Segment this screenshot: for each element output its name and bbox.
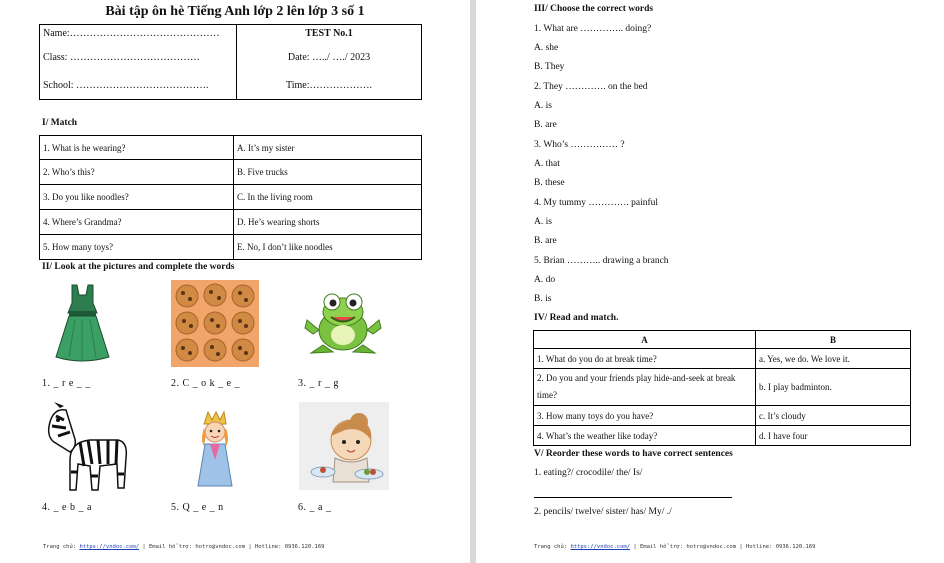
choose-line: 2. They …………. on the bed xyxy=(534,82,648,92)
read-question: 3. How many toys do you have? xyxy=(534,406,756,426)
table-row xyxy=(40,210,422,235)
choose-line: A. do xyxy=(534,275,556,285)
word-item: 1. _ r e _ _ xyxy=(42,378,91,389)
match-answer: E. No, I don’t like noodles xyxy=(234,235,422,260)
choose-line: B. is xyxy=(534,294,552,304)
footer-link[interactable]: https://vndoc.com/ xyxy=(570,544,631,550)
match-question: 5. How many toys? xyxy=(40,235,234,260)
table-row xyxy=(534,426,911,446)
read-match-table xyxy=(533,330,911,446)
page-title: Bài tập ôn hè Tiếng Anh lớp 2 lên lớp 3 số 1 xyxy=(105,4,365,19)
read-question: 2. Do you and your friends play hide-and-seek at break time? xyxy=(534,369,756,406)
table-row xyxy=(534,349,911,369)
match-answer: B. Five trucks xyxy=(234,160,422,185)
worksheet-page-2 xyxy=(476,0,944,563)
footer-link[interactable]: https://vndoc.com/ xyxy=(79,544,140,550)
date-field: Date: …../ …./ 2023 xyxy=(237,43,422,71)
queen-icon xyxy=(190,410,238,488)
table-row xyxy=(534,406,911,426)
choose-line: 4. My tummy …………. painful xyxy=(534,198,659,208)
column-header-a: A xyxy=(534,331,756,349)
read-answer: d. I have four xyxy=(756,426,911,446)
name-field: Name:……………………………………… xyxy=(40,25,237,43)
page-footer xyxy=(534,544,815,550)
read-answer: a. Yes, we do. We love it. xyxy=(756,349,911,369)
table-header-row xyxy=(534,331,911,349)
reorder-line: 1. eating?/ crocodile/ the/ Is/ xyxy=(534,468,643,478)
choose-line: A. is xyxy=(534,217,552,227)
word-item: 6. _ a _ xyxy=(298,502,332,513)
match-answer: C. In the living room xyxy=(234,185,422,210)
choose-line: B. are xyxy=(534,120,557,130)
match-table xyxy=(39,135,422,260)
choose-line: B. are xyxy=(534,236,557,246)
word-item: 4. _ e b _ a xyxy=(42,502,92,513)
choose-line: B. They xyxy=(534,62,565,72)
match-answer: A. It’s my sister xyxy=(234,136,422,160)
time-field: Time:………………. xyxy=(237,71,422,99)
word-item: 2. C _ o k _ e _ xyxy=(171,378,241,389)
match-question: 2. Who’s this? xyxy=(40,160,234,185)
reorder-line: 2. pencils/ twelve/ sister/ has/ My/ ./ xyxy=(534,507,672,517)
student-info-table xyxy=(39,24,422,100)
choose-line: B. these xyxy=(534,178,565,188)
read-answer: c. It’s cloudy xyxy=(756,406,911,426)
dress-icon xyxy=(55,283,110,363)
table-row xyxy=(40,136,422,160)
match-question: 4. Where’s Grandma? xyxy=(40,210,234,235)
match-answer: D. He’s wearing shorts xyxy=(234,210,422,235)
school-field: School: …………………………………. xyxy=(40,71,237,99)
read-answer: b. I play badminton. xyxy=(756,369,911,406)
match-question: 3. Do you like noodles? xyxy=(40,185,234,210)
choose-line: 3. Who’s …………… ? xyxy=(534,140,625,150)
column-header-b: B xyxy=(756,331,911,349)
footer-prefix: Trang chủ: xyxy=(534,544,571,550)
read-question: 1. What do you do at break time? xyxy=(534,349,756,369)
footer-prefix: Trang chủ: xyxy=(43,544,80,550)
read-heading: IV/ Read and match. xyxy=(534,313,619,323)
word-item: 3. _ r _ g xyxy=(298,378,339,389)
choose-line: A. is xyxy=(534,101,552,111)
table-row xyxy=(40,185,422,210)
word-item: 5. Q _ e _ n xyxy=(171,502,224,513)
choose-line: A. she xyxy=(534,43,559,53)
reorder-heading: V/ Reorder these words to have correct sentences xyxy=(534,449,733,459)
test-number: TEST No.1 xyxy=(237,25,422,43)
read-question: 4. What’s the weather like today? xyxy=(534,426,756,446)
frog-icon xyxy=(303,290,383,355)
table-row xyxy=(40,235,422,260)
answer-line[interactable] xyxy=(534,497,732,498)
page-footer xyxy=(43,544,324,550)
choose-heading: III/ Choose the correct words xyxy=(534,4,654,14)
cat-icon xyxy=(299,402,389,490)
worksheet-page-1 xyxy=(0,0,470,563)
table-row xyxy=(534,369,911,406)
class-field: Class: ………………………………… xyxy=(40,43,237,71)
footer-contact: | Email hỗ trợ: hotro@vndoc.com | Hotline: 0936.120.169 xyxy=(139,544,325,550)
choose-line: 1. What are ………….. doing? xyxy=(534,24,652,34)
pictures-heading: II/ Look at the pictures and complete the words xyxy=(42,262,235,272)
cookies-icon xyxy=(171,280,259,367)
choose-line: A. that xyxy=(534,159,560,169)
choose-line: 5. Brian ……….. drawing a branch xyxy=(534,256,669,266)
match-heading: I/ Match xyxy=(42,118,78,128)
table-row xyxy=(40,160,422,185)
footer-contact: | Email hỗ trợ: hotro@vndoc.com | Hotline: 0936.120.169 xyxy=(630,544,816,550)
match-question: 1. What is he wearing? xyxy=(40,136,234,160)
zebra-icon xyxy=(40,402,132,494)
